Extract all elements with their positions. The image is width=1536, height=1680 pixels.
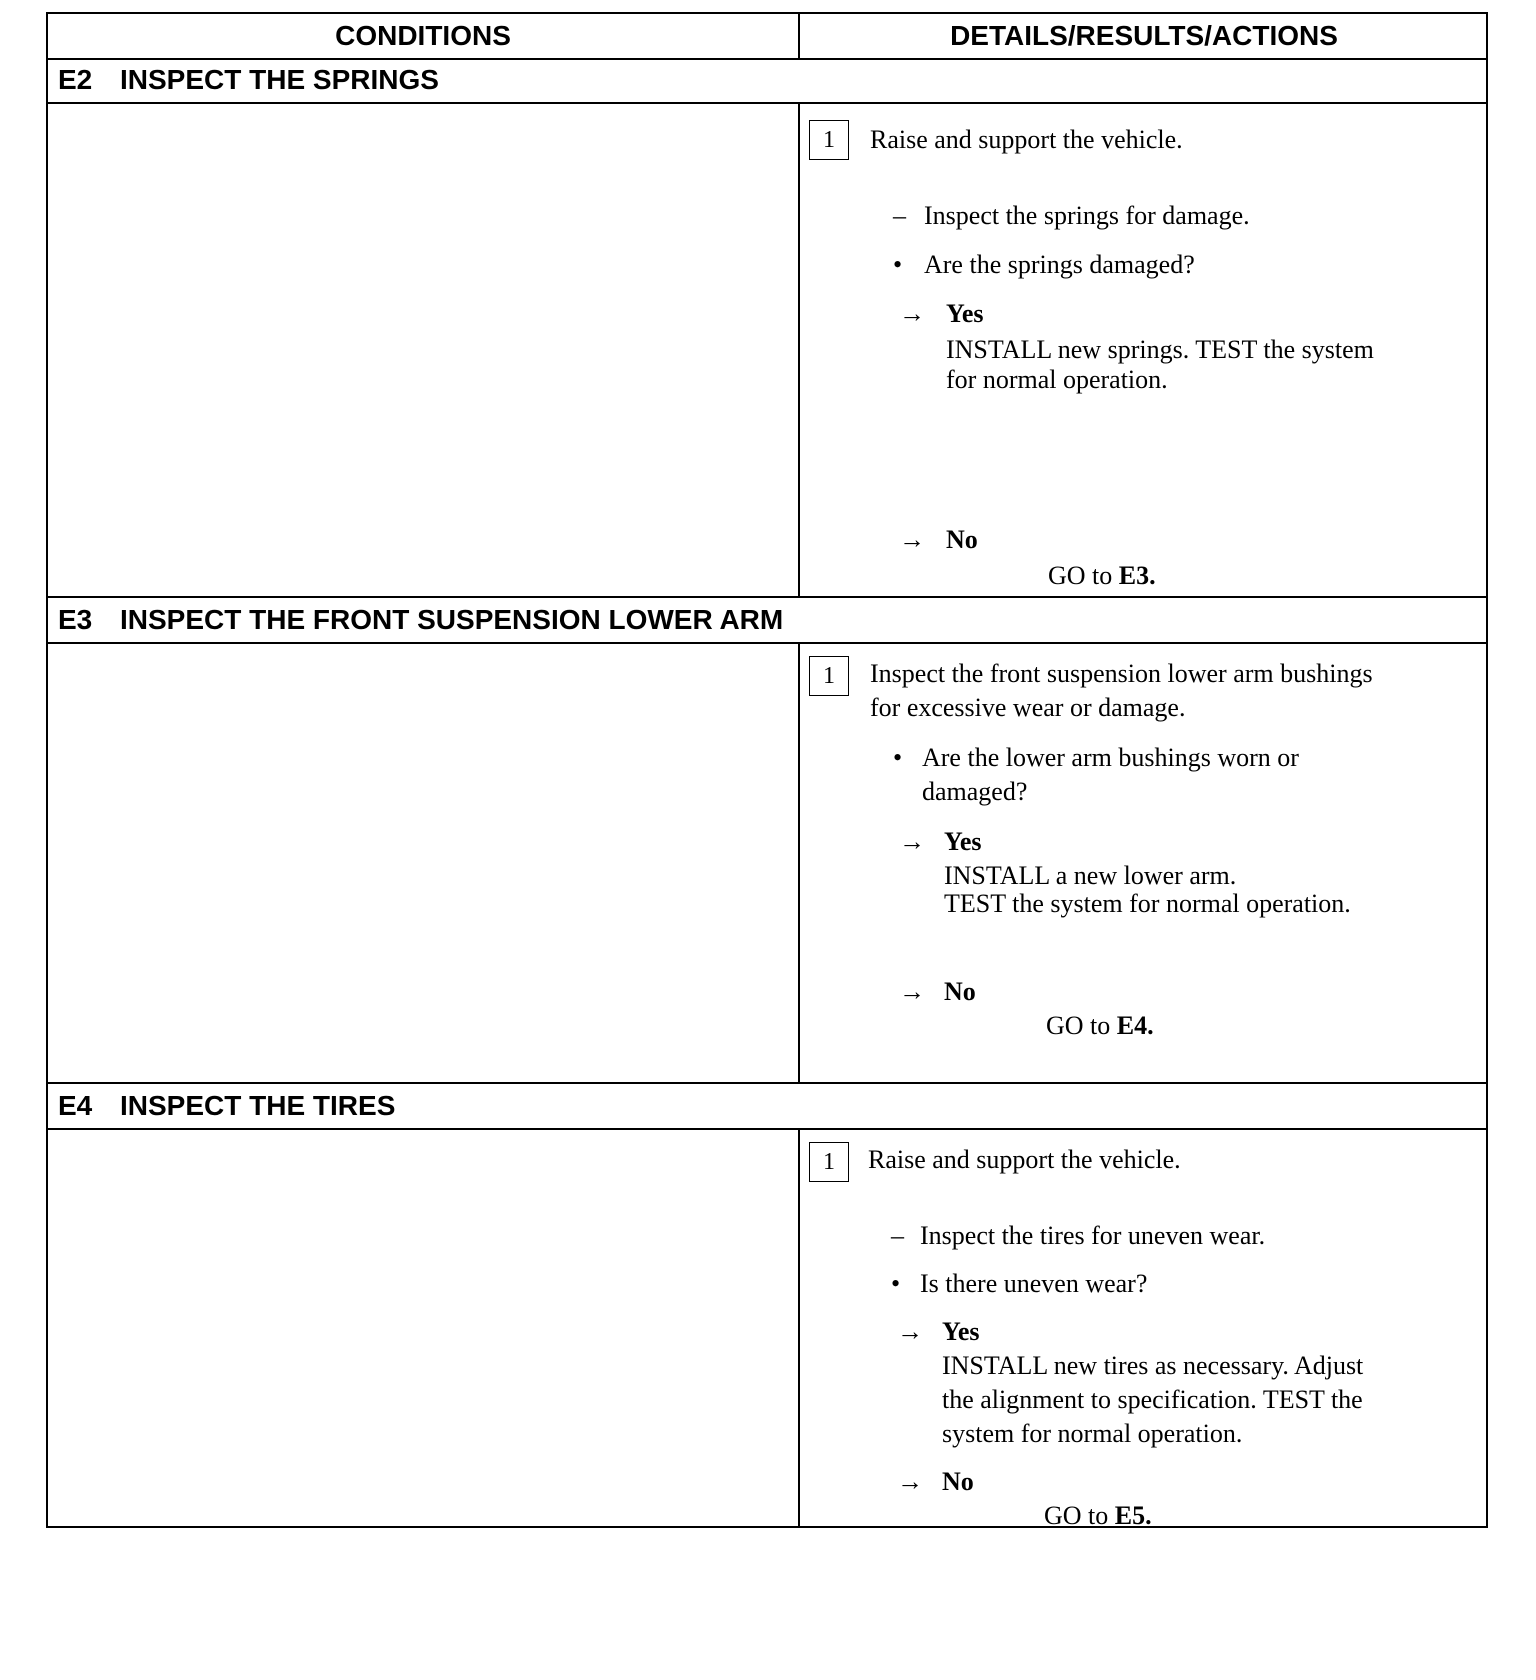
- question-text: Are the springs damaged?: [924, 250, 1195, 279]
- arrow-icon: →: [899, 299, 925, 328]
- column-divider: [798, 642, 800, 1082]
- yes-action-line: INSTALL a new lower arm.: [944, 861, 1237, 890]
- no-label: No: [944, 977, 976, 1006]
- action-text: for excessive wear or damage.: [870, 693, 1186, 722]
- goto-line: [1046, 1010, 1154, 1042]
- yes-action-line: INSTALL new springs. TEST the system: [946, 335, 1374, 364]
- step-title: INSPECT THE FRONT SUSPENSION LOWER ARM: [120, 604, 784, 635]
- yes-label: Yes: [944, 827, 982, 856]
- step-id: E4: [58, 1090, 93, 1121]
- action-text: Raise and support the vehicle.: [868, 1145, 1181, 1174]
- step-body: [48, 1128, 1486, 1530]
- yes-action-line: for normal operation.: [946, 365, 1168, 394]
- question-text: damaged?: [922, 777, 1028, 806]
- no-label: No: [946, 525, 978, 554]
- arrow-icon: →: [897, 1317, 923, 1346]
- table-header: [48, 14, 1486, 60]
- arrow-icon: →: [899, 827, 925, 856]
- yes-action-line: the alignment to specification. TEST the: [942, 1385, 1363, 1414]
- column-divider: [798, 102, 800, 596]
- step-body: [48, 102, 1486, 598]
- dash-marker: –: [893, 201, 906, 230]
- yes-label: Yes: [946, 299, 984, 328]
- step-title-row: [48, 1084, 1486, 1130]
- action-text: Inspect the front suspension lower arm bushings: [870, 659, 1373, 688]
- arrow-icon: →: [897, 1467, 923, 1496]
- goto-line: [1044, 1500, 1152, 1532]
- step-number-box: 1: [809, 1142, 849, 1182]
- yes-action-line: TEST the system for normal operation.: [944, 889, 1351, 918]
- diagnostic-table: [46, 12, 1488, 1528]
- step-title: INSPECT THE SPRINGS: [120, 64, 439, 95]
- arrow-icon: →: [899, 525, 925, 554]
- step-id: E3: [58, 604, 93, 635]
- inspection-text: Inspect the springs for damage.: [924, 201, 1250, 230]
- question-text: Is there uneven wear?: [920, 1269, 1148, 1298]
- question-text: Are the lower arm bushings worn or: [922, 743, 1299, 772]
- goto-target: E4.: [1116, 1011, 1154, 1040]
- column-divider: [798, 1128, 800, 1526]
- arrow-icon: →: [899, 977, 925, 1006]
- goto-prefix: GO to: [1046, 1011, 1111, 1040]
- bullet-marker: •: [893, 743, 903, 772]
- step-title-row: [48, 598, 1486, 644]
- action-text: Raise and support the vehicle.: [870, 125, 1183, 154]
- bullet-marker: •: [893, 250, 903, 279]
- goto-prefix: GO to: [1048, 561, 1113, 590]
- bullet-marker: •: [891, 1269, 901, 1298]
- yes-action-line: system for normal operation.: [942, 1419, 1243, 1448]
- no-label: No: [942, 1467, 974, 1496]
- step-id: E2: [58, 64, 93, 95]
- inspection-text: Inspect the tires for uneven wear.: [920, 1221, 1266, 1250]
- goto-prefix: GO to: [1044, 1501, 1109, 1530]
- goto-target: E5.: [1114, 1501, 1152, 1530]
- yes-action-line: INSTALL new tires as necessary. Adjust: [942, 1351, 1364, 1380]
- step-number-box: 1: [809, 656, 849, 696]
- conditions-header: CONDITIONS: [335, 20, 511, 51]
- dash-marker: –: [891, 1221, 904, 1250]
- step-number-box: 1: [809, 120, 849, 160]
- goto-target: E3.: [1118, 561, 1156, 590]
- goto-line: [1048, 560, 1156, 592]
- details-header: DETAILS/RESULTS/ACTIONS: [950, 20, 1338, 51]
- yes-label: Yes: [942, 1317, 980, 1346]
- step-title-row: [48, 58, 1486, 104]
- step-title: INSPECT THE TIRES: [120, 1090, 396, 1121]
- step-body: [48, 642, 1486, 1084]
